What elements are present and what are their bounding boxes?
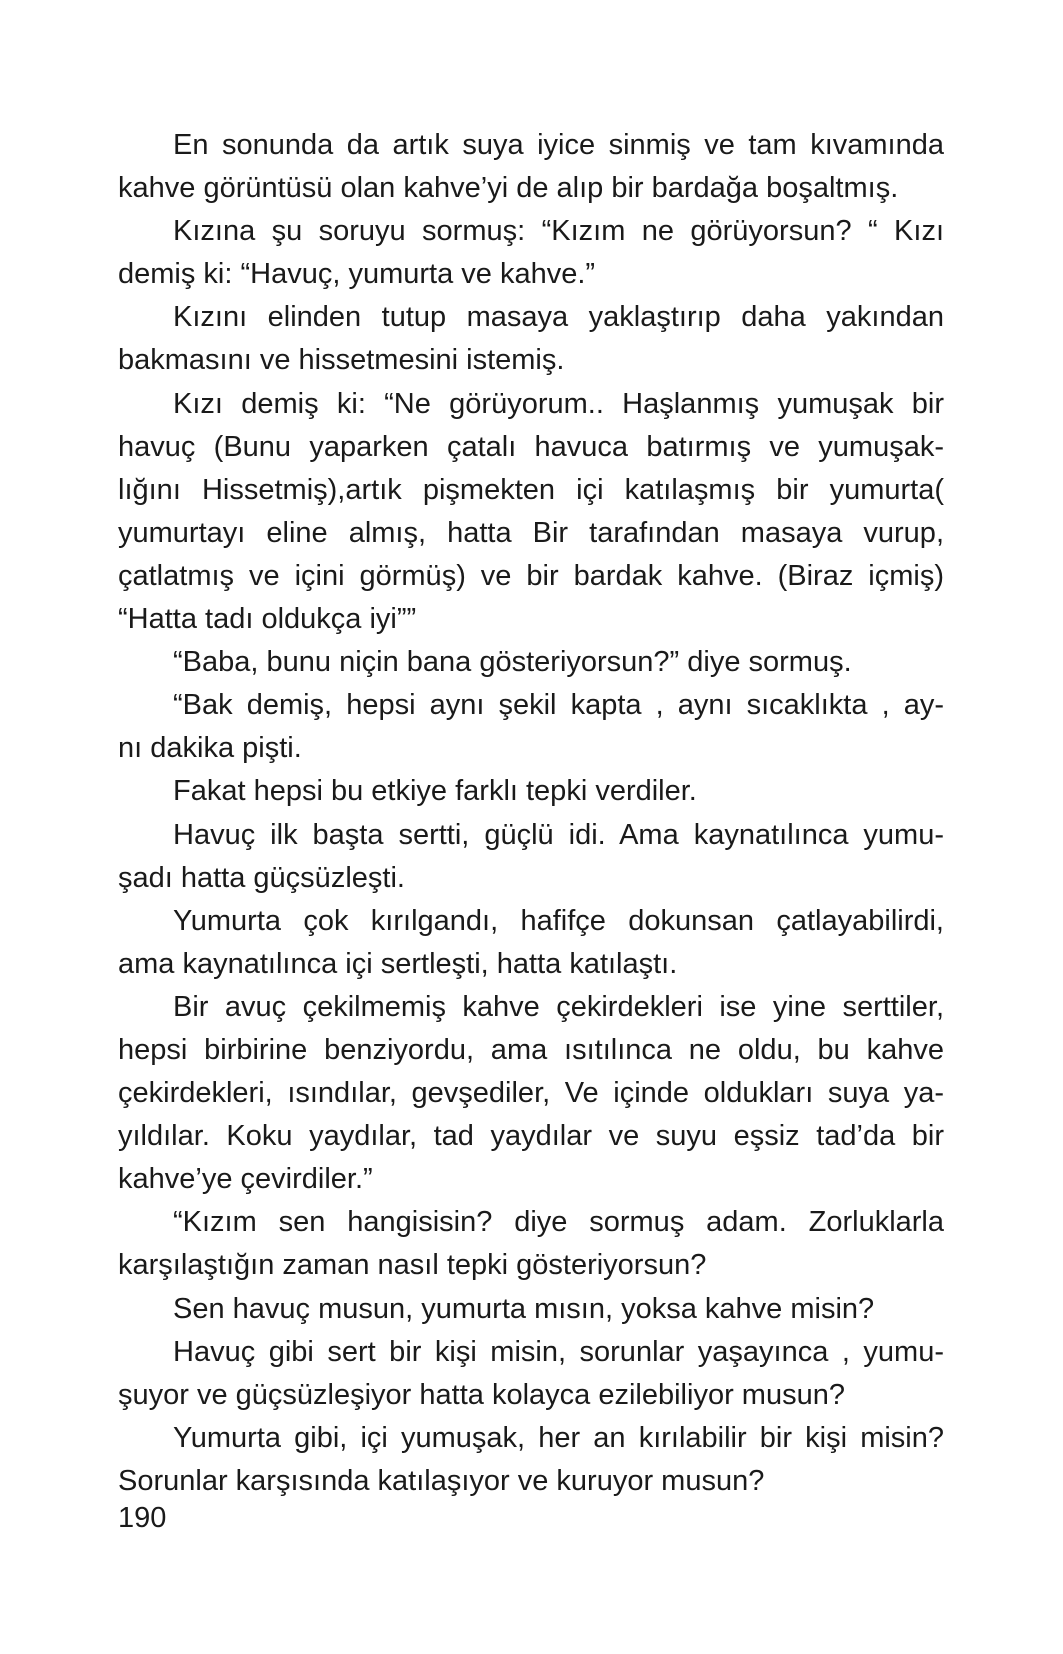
text-line: Havuç ilk başta sertti, güçlü idi. Ama kaynatılınca yumu-	[173, 818, 944, 851]
text-line: Kızını elinden tutup masaya yaklaştırıp daha yakından	[173, 301, 944, 334]
paragraph	[118, 1331, 944, 1417]
text-line: Kızı demiş ki: “Ne görüyorum.. Haşlanmış yumuşak bir	[173, 387, 944, 420]
text-line: karşılaştığın zaman nasıl tepki gösteriyorsun?	[118, 1249, 707, 1282]
page-body	[118, 124, 944, 1503]
text-line: ama kaynatılınca içi sertleşti, hatta katılaştı.	[118, 947, 678, 980]
paragraph	[118, 124, 944, 210]
text-line: “Baba, bunu niçin bana gösteriyorsun?” diye sormuş.	[173, 646, 852, 679]
paragraph	[118, 900, 944, 986]
text-line: havuç (Bunu yaparken çatalı havuca batırmış ve yumuşak-	[118, 430, 944, 463]
text-line: çatlatmış ve içini görmüş) ve bir bardak kahve. (Biraz içmiş)	[118, 559, 944, 592]
paragraph	[118, 986, 944, 1201]
text-line: lığını Hissetmiş),artık pişmekten içi katılaşmış bir yumurta(	[118, 473, 944, 506]
text-line: “Hatta tadı oldukça iyi””	[118, 603, 417, 636]
paragraph	[118, 1417, 944, 1503]
paragraph	[118, 1201, 944, 1287]
text-line: En sonunda da artık suya iyice sinmiş ve tam kıvamında	[173, 129, 944, 161]
text-line: Yumurta gibi, içi yumuşak, her an kırılabilir bir kişi misin?	[173, 1421, 944, 1454]
paragraph	[118, 641, 944, 684]
paragraph	[118, 770, 944, 813]
paragraph	[118, 1288, 944, 1331]
paragraph	[118, 684, 944, 770]
text-line: yıldılar. Koku yaydılar, tad yaydılar ve suyu eşsiz tad’da bir	[118, 1120, 944, 1153]
text-line: Kızına şu soruyu sormuş: “Kızım ne görüyorsun? “ Kızı	[173, 215, 944, 248]
text-line: Yumurta çok kırılgandı, hafifçe dokunsan çatlayabilirdi,	[173, 904, 944, 937]
text-line: Sen havuç musun, yumurta mısın, yoksa kahve misin?	[173, 1292, 875, 1325]
text-line: hepsi birbirine benziyordu, ama ısıtılınca ne oldu, bu kahve	[118, 1033, 944, 1066]
text-line: şadı hatta güçsüzleşti.	[118, 861, 405, 894]
text-line: Sorunlar karşısında katılaşıyor ve kuruyor musun?	[118, 1464, 765, 1497]
page-number: 190	[118, 1502, 167, 1534]
text-line: Fakat hepsi bu etkiye farklı tepki verdiler.	[173, 775, 697, 808]
text-line: çekirdekleri, ısındılar, gevşediler, Ve içinde oldukları suya ya-	[118, 1077, 944, 1110]
text-line: yumurtayı eline almış, hatta Bir tarafından masaya vurup,	[118, 516, 944, 549]
text-line: bakmasını ve hissetmesini istemiş.	[118, 344, 565, 377]
paragraph	[118, 296, 944, 382]
paragraph	[118, 210, 944, 296]
text-line: demiş ki: “Havuç, yumurta ve kahve.”	[118, 258, 596, 291]
text-line: şuyor ve güçsüzleşiyor hatta kolayca ezilebiliyor musun?	[118, 1378, 845, 1411]
text-line: Havuç gibi sert bir kişi misin, sorunlar yaşayınca , yumu-	[173, 1335, 944, 1368]
text-line: “Kızım sen hangisisin? diye sormuş adam. Zorluklarla	[173, 1206, 944, 1239]
paragraph	[118, 814, 944, 900]
text-line: Bir avuç çekilmemiş kahve çekirdekleri ise yine serttiler,	[173, 990, 944, 1023]
text-line: kahve’ye çevirdiler.”	[118, 1163, 373, 1196]
text-line: “Bak demiş, hepsi aynı şekil kapta , aynı sıcaklıkta , ay-	[173, 689, 944, 722]
text-line: kahve görüntüsü olan kahve’yi de alıp bir bardağa boşaltmış.	[118, 172, 899, 205]
text-line: nı dakika pişti.	[118, 732, 302, 765]
paragraph	[118, 383, 944, 642]
